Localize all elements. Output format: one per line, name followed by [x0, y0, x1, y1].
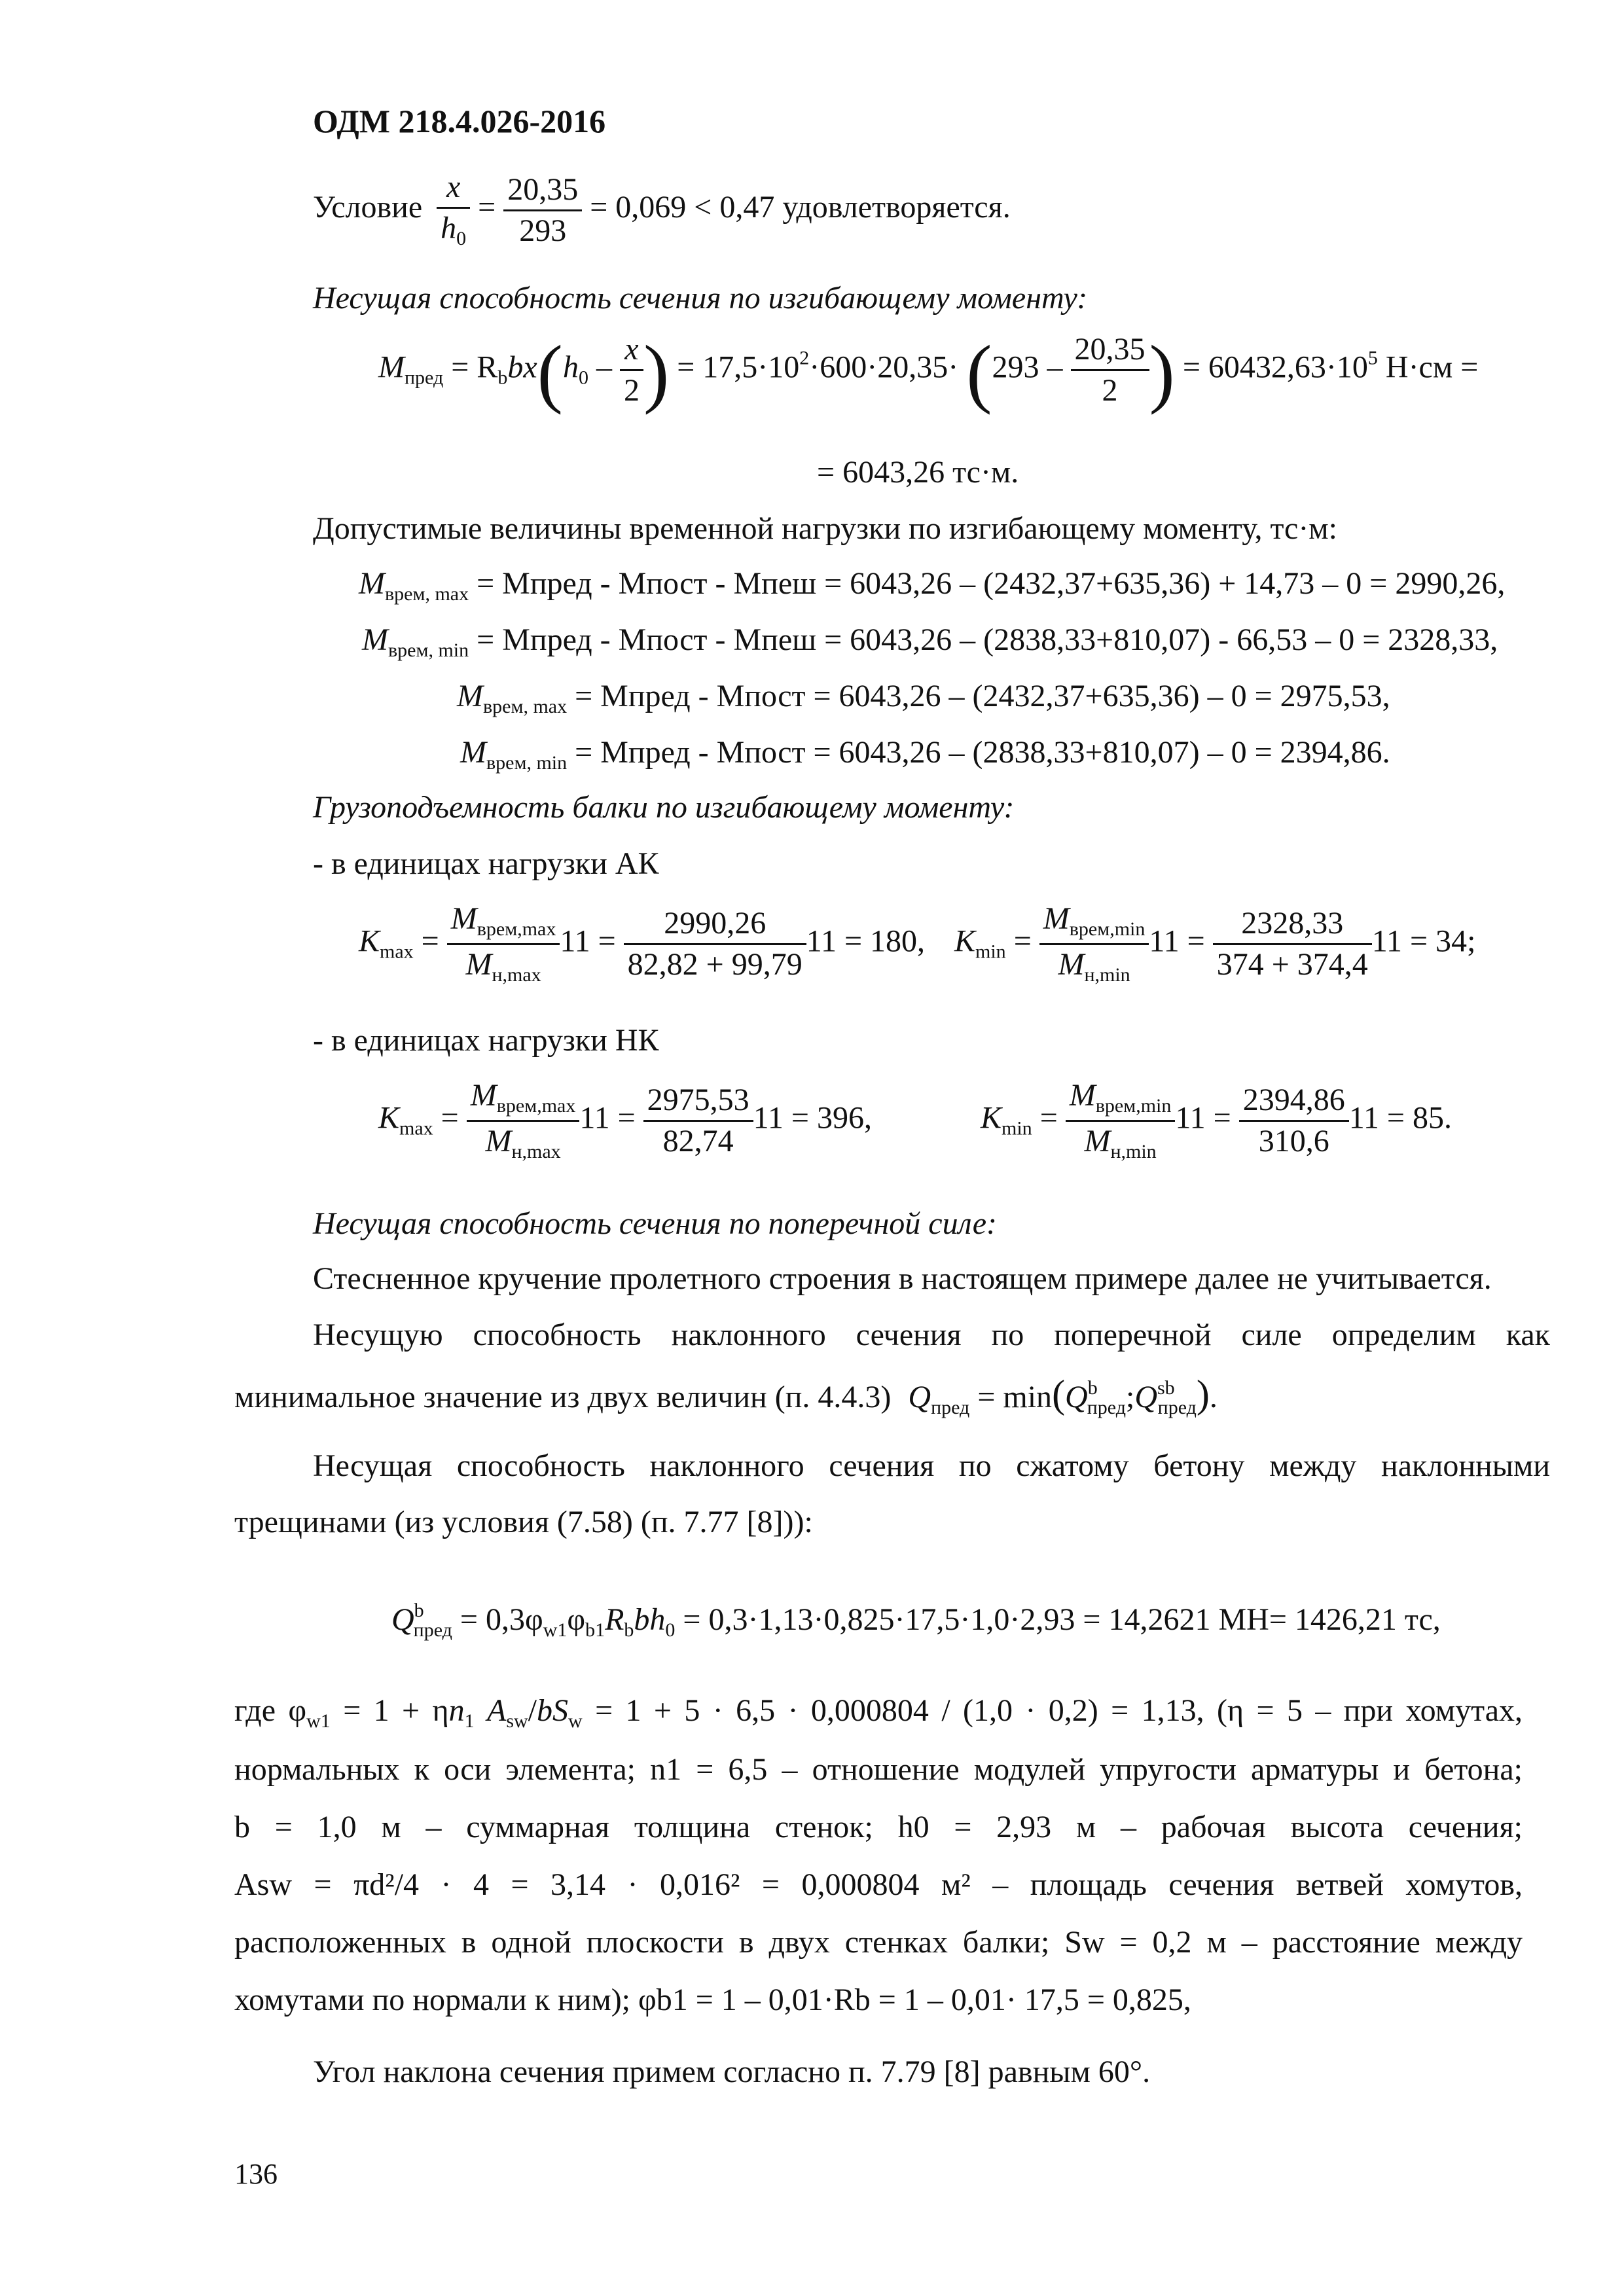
ak-kmin-formula: $K_{min}$ = $\frac{M_{врем,min}}{M_{н,min}}$ 11 = $\frac{2328,33}{374 + 374,4}$ 11 = 34; [954, 901, 1476, 986]
mvrem-line-1: $M_{врем, max}$ = Mпред - Mпост - Mпеш = 6043,26 – (2432,37+635,36) + 14,73 – 0 = 2990,26, [359, 566, 1506, 605]
fraction-x-2: $\frac{x}{2}$ [620, 334, 643, 406]
section-heading-moment: Несущая способность сечения по изгибающему моменту: [313, 281, 1088, 315]
paragraph-torsion: Стесненное кручение пролетного строения в настоящем примере далее не учитывается. [313, 1261, 1492, 1296]
where-line-2: нормальных к оси элемента; n1 = 6,5 – отношение модулей упругости арматуры и бетона; [234, 1752, 1523, 1787]
where-line-3: b = 1,0 м – суммарная толщина стенок; h0 = 2,93 м – рабочая высота сечения; [234, 1810, 1523, 1844]
paragraph-capacity-line2: минимальное значение из двух величин (п. 4.4.3) $Q_{пред}$ = $\min(Q^b_{пред};Q^{sb}_{пред})$. [234, 1372, 1218, 1418]
nk-kmin-formula: $K_{min}$ = $\frac{M_{врем,min}}{M_{н,min}}$ 11 = $\frac{2394,86}{310,6}$ 11 = 85. [981, 1078, 1452, 1162]
condition-line: Условие $\frac{x}{h_0}$ = $\frac{20,35}{293}$ = 0,069 < 0,47 удовлетворяется. [313, 170, 1011, 249]
mvrem-line-2: $M_{врем, min}$ = Mпред - Mпост - Mпеш = 6043,26 – (2838,33+810,07) - 66,53 – 0 = 2328,33, [362, 622, 1498, 661]
document-code: ОДМ 218.4.026-2016 [313, 103, 606, 139]
fraction-2035-2: $\frac{20,35}{2}$ [1071, 334, 1149, 406]
where-line-1: где $\varphi_{w1} = 1 + \eta n_1$ $A_{sw}/bS_w = 1 + 5 \cdot 6,5 \cdot 0,000804 / (1,0 \cdot 0,2) = 1,13$, (η = 5 – при хомутах, [234, 1693, 1523, 1732]
paragraph-capacity-line1: Несущую способность наклонного сечения по поперечной силе определим как [313, 1318, 1550, 1352]
where-line-5: расположенных в одной плоскости в двух стенках балки; Sw = 0,2 м – расстояние между [234, 1925, 1523, 1960]
paragraph-angle: Угол наклона сечения примем согласно п. 7.79 [8] равным 60°. [313, 2054, 1151, 2089]
fraction-values: $\frac{20,35}{293}$ [503, 174, 582, 247]
nk-kmax-formula: $K_{max}$ = $\frac{M_{врем,max}}{M_{н,max}}$ 11 = $\frac{2975,53}{82,74}$ 11 = 396, [378, 1078, 872, 1162]
mpred-formula: $M_{пред} = R_bbx(h_0$ – $\frac{x}{2}$ ) = $17,5\cdot 10^2\cdot 600\cdot 20,35\cdot (293$ – $\frac{20,35}{2}$ ) = $60432,63\cdot 10^5$ Н·см = [378, 329, 1479, 416]
allowable-values-text: Допустимые величины временной нагрузки по изгибающему моменту, тс·м: [313, 511, 1338, 546]
nk-units-label: - в единицах нагрузки НК [313, 1023, 659, 1058]
page-number: 136 [234, 2158, 278, 2190]
condition-label: Условие [313, 190, 423, 225]
where-line-6: хомутами по нормали к ним); φb1 = 1 – 0,01·Rb = 1 – 0,01· 17,5 = 0,825, [234, 1982, 1191, 2017]
fraction-x-h0: $\frac{x}{h_0}$ [437, 171, 470, 249]
condition-result: = 0,069 < 0,47 удовлетворяется. [590, 190, 1011, 225]
paragraph-concrete-line2: трещинами (из условия (7.58) (п. 7.77 [8])): [234, 1505, 813, 1539]
section-heading-shear: Несущая способность сечения по поперечной силе: [313, 1206, 997, 1241]
where-line-4: Asw = πd²/4 · 4 = 3,14 · 0,016² = 0,000804 м² – площадь сечения ветвей хомутов, [234, 1867, 1523, 1902]
qb-formula: $Q^b_{пред} = 0,3\varphi_{w1}\varphi_{b1}R_bbh_0 = 0,3\cdot 1,13\cdot 0,825\cdot 17,5\cdot 1,0\cdot 2,93 = 14,2621$ МН= 1426,21 тс, [391, 1600, 1441, 1641]
ak-units-label: - в единицах нагрузки АК [313, 846, 659, 881]
mvrem-line-3: $M_{врем, max}$ = Mпред - Mпост = 6043,26 – (2432,37+635,36) – 0 = 2975,53, [457, 679, 1390, 717]
ak-kmax-formula: $K_{max}$ = $\frac{M_{врем,max}}{M_{н,max}}$ 11 = $\frac{2990,26}{82,82 + 99,79}$ 11 = 180, [359, 901, 926, 986]
mvrem-line-4: $M_{врем, min}$ = Mпред - Mпост = 6043,26 – (2838,33+810,07) – 0 = 2394,86. [460, 735, 1390, 774]
mpred-result: = 6043,26 тс·м. [817, 455, 1019, 490]
paragraph-concrete-line1: Несущая способность наклонного сечения по сжатому бетону между наклонными [313, 1448, 1550, 1483]
section-heading-capacity: Грузоподъемность балки по изгибающему моменту: [313, 790, 1015, 825]
